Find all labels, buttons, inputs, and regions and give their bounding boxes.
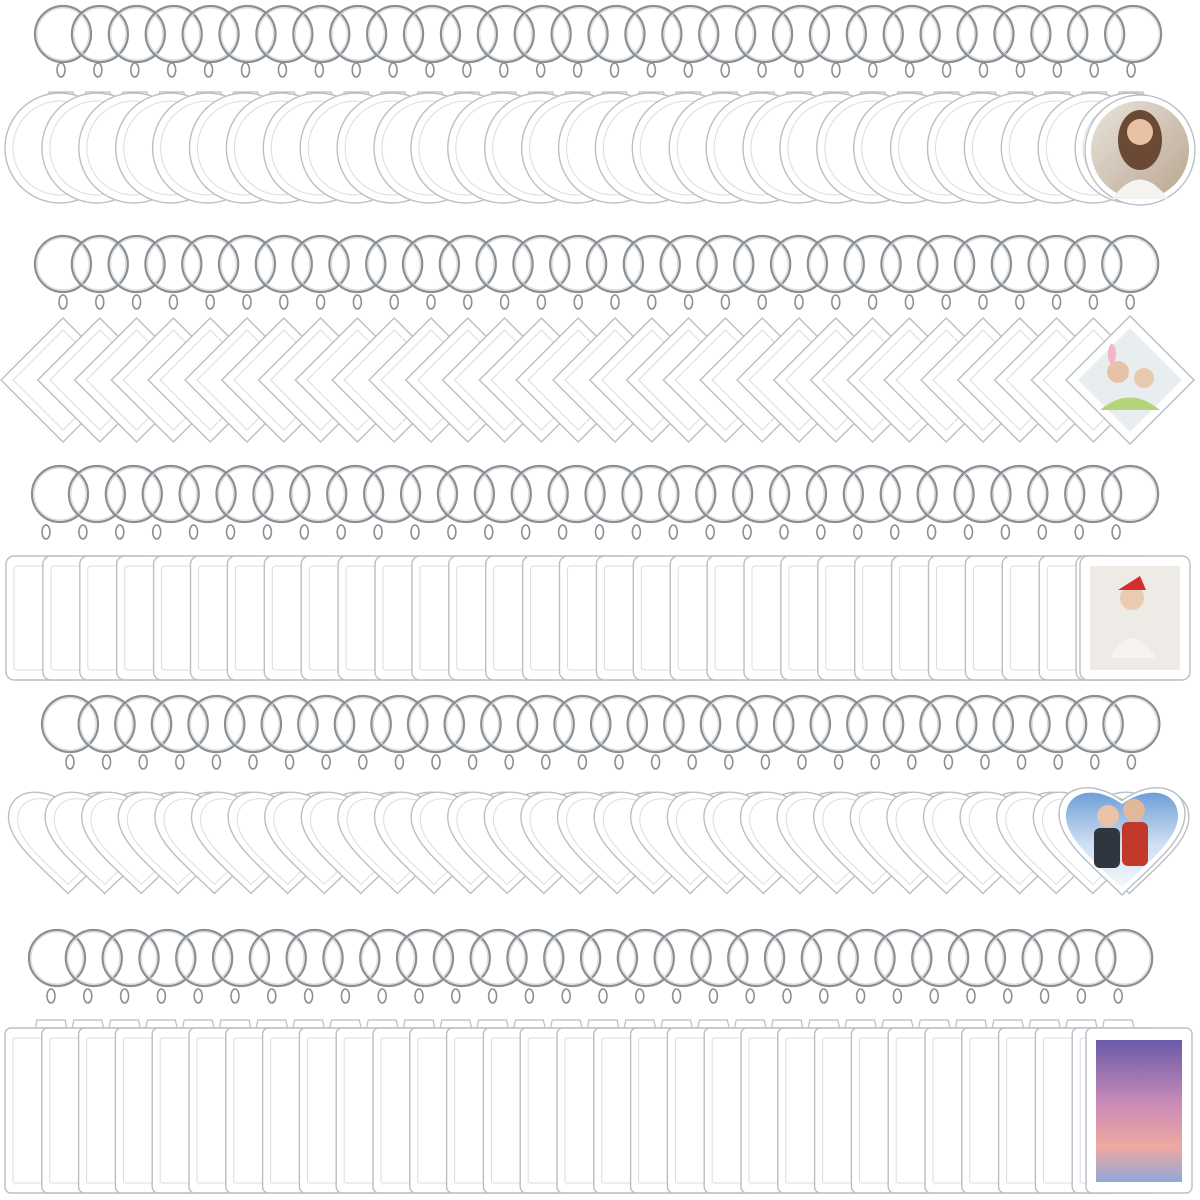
jump-ring [452,989,460,1003]
jump-ring [1018,755,1026,769]
jump-ring [205,63,213,77]
jump-ring [832,295,840,309]
jump-ring [79,525,87,539]
jump-ring [352,63,360,77]
jump-ring [673,989,681,1003]
jump-ring [176,755,184,769]
jump-ring [305,989,313,1003]
jump-ring [1127,755,1135,769]
row-rectangle-keychains [0,458,1200,688]
jump-ring [1126,295,1134,309]
jump-ring [243,295,251,309]
jump-ring [278,63,286,77]
jump-ring [721,63,729,77]
jump-ring [501,295,509,309]
jump-ring [596,525,604,539]
jump-ring [426,63,434,77]
sunset-sky-photo [1096,1040,1182,1182]
jump-ring [157,989,165,1003]
jump-ring [390,295,398,309]
jump-ring [599,989,607,1003]
jump-ring [103,755,111,769]
jump-ring [578,755,586,769]
jump-ring [871,755,879,769]
jump-ring [1127,63,1135,77]
jump-ring [611,295,619,309]
jump-ring [688,755,696,769]
jump-ring [928,525,936,539]
jump-ring [574,63,582,77]
jump-ring [57,63,65,77]
jump-ring [194,989,202,1003]
jump-ring [835,755,843,769]
jump-ring [967,989,975,1003]
jump-ring [341,989,349,1003]
jump-ring [559,525,567,539]
jump-ring [469,755,477,769]
face [1097,805,1119,827]
jump-ring [212,755,220,769]
jump-ring [795,63,803,77]
jacket [1122,822,1148,866]
rectangle-sample-photo [1080,556,1190,680]
jump-ring [153,525,161,539]
jump-ring [636,989,644,1003]
jump-ring [231,989,239,1003]
jump-ring [485,525,493,539]
face [1123,799,1145,821]
jump-ring [286,755,294,769]
jump-ring [817,525,825,539]
jump-ring [263,525,271,539]
jump-ring [709,989,717,1003]
key-ring [1105,6,1161,62]
jump-ring [66,755,74,769]
jump-ring [832,63,840,77]
jump-ring [1090,63,1098,77]
jump-ring [869,295,877,309]
jump-ring [169,295,177,309]
face [1134,368,1154,388]
jump-ring [562,989,570,1003]
jump-ring [1091,755,1099,769]
jump-ring [908,755,916,769]
jump-ring [721,295,729,309]
jump-ring [94,63,102,77]
key-ring [1103,696,1159,752]
jump-ring [615,755,623,769]
jump-ring [758,63,766,77]
jump-ring [374,525,382,539]
key-ring [1096,930,1152,986]
jump-ring [522,525,530,539]
jump-ring [47,989,55,1003]
jump-ring [395,755,403,769]
jump-ring [359,755,367,769]
jump-ring [820,989,828,1003]
jump-ring [1053,295,1061,309]
jump-ring [121,989,129,1003]
jump-ring [411,525,419,539]
row-heart-keychains [0,684,1200,924]
face [1127,119,1153,145]
jump-ring [981,755,989,769]
jump-ring [706,525,714,539]
jump-ring [669,525,677,539]
row-circle-keychains [0,0,1200,230]
circle-sample-photo [1085,95,1195,205]
jump-ring [139,755,147,769]
jump-ring [1114,989,1122,1003]
jump-ring [1112,525,1120,539]
jump-ring [980,63,988,77]
jump-ring [1089,295,1097,309]
jump-ring [489,989,497,1003]
jump-ring [891,525,899,539]
jump-ring [131,63,139,77]
jump-ring [300,525,308,539]
jump-ring [758,295,766,309]
jump-ring [42,525,50,539]
jump-ring [206,295,214,309]
jump-ring [965,525,973,539]
key-ring [1102,466,1158,522]
jump-ring [574,295,582,309]
jump-ring [337,525,345,539]
jump-ring [930,989,938,1003]
jump-ring [317,295,325,309]
jump-ring [280,295,288,309]
jump-ring [1075,525,1083,539]
jump-ring [647,63,655,77]
jump-ring [525,989,533,1003]
jump-ring [1016,295,1024,309]
jump-ring [869,63,877,77]
jump-ring [353,295,361,309]
jump-ring [795,295,803,309]
jump-ring [746,989,754,1003]
row-tall-rectangle-keychains [0,922,1200,1200]
face [1107,361,1129,383]
jump-ring [116,525,124,539]
jump-ring [905,295,913,309]
jump-ring [761,755,769,769]
jump-ring [315,63,323,77]
jump-ring [648,295,656,309]
jump-ring [1016,63,1024,77]
jump-ring [537,295,545,309]
jump-ring [1038,525,1046,539]
jump-ring [798,755,806,769]
jump-ring [684,63,692,77]
jacket [1094,828,1120,868]
jump-ring [190,525,198,539]
jump-ring [464,295,472,309]
tall-rectangle-sample-photo [1086,1028,1192,1193]
jump-ring [979,295,987,309]
jump-ring [242,63,250,77]
jump-ring [322,755,330,769]
jump-ring [415,989,423,1003]
jump-ring [96,295,104,309]
jump-ring [463,63,471,77]
jump-ring [268,989,276,1003]
jump-ring [857,989,865,1003]
jump-ring [1077,989,1085,1003]
jump-ring [249,755,257,769]
jump-ring [854,525,862,539]
bunny-ears [1108,344,1116,364]
jump-ring [389,63,397,77]
jump-ring [1053,63,1061,77]
jump-ring [780,525,788,539]
jump-ring [133,295,141,309]
jump-ring [1054,755,1062,769]
jump-ring [1001,525,1009,539]
key-ring [1102,236,1158,292]
jump-ring [432,755,440,769]
jump-ring [743,525,751,539]
jump-ring [893,989,901,1003]
jump-ring [537,63,545,77]
jump-ring [943,63,951,77]
jump-ring [685,295,693,309]
jump-ring [378,989,386,1003]
jump-ring [632,525,640,539]
jump-ring [427,295,435,309]
jump-ring [652,755,660,769]
jump-ring [906,63,914,77]
jump-ring [59,295,67,309]
jump-ring [944,755,952,769]
row-diamond-keychains [0,228,1200,460]
jump-ring [542,755,550,769]
jump-ring [1041,989,1049,1003]
jump-ring [1004,989,1012,1003]
jump-ring [500,63,508,77]
jump-ring [611,63,619,77]
jump-ring [448,525,456,539]
jump-ring [227,525,235,539]
jump-ring [783,989,791,1003]
jump-ring [84,989,92,1003]
jump-ring [725,755,733,769]
jump-ring [942,295,950,309]
jump-ring [168,63,176,77]
jump-ring [505,755,513,769]
